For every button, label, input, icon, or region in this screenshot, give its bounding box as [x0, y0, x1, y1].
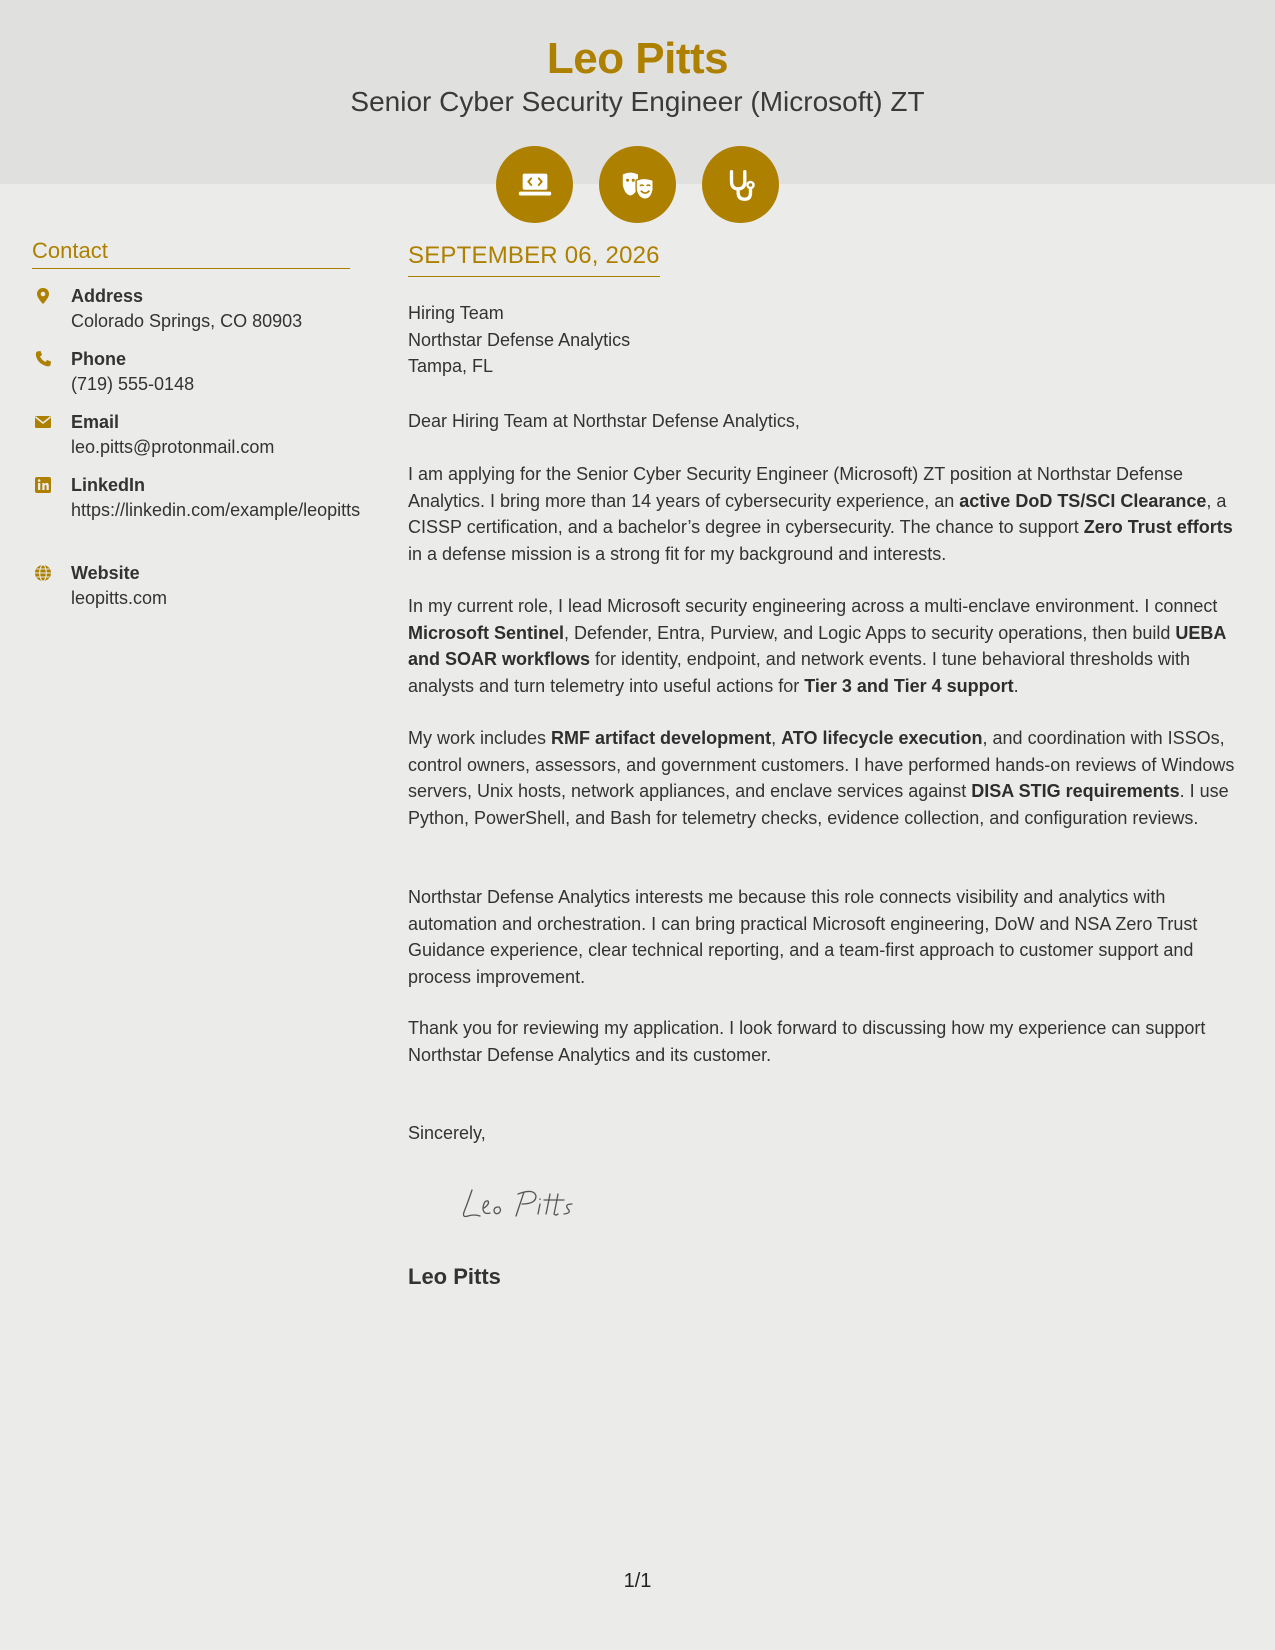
letter-date: SEPTEMBER 06, 2026 — [408, 242, 660, 277]
contact-website[interactable] — [32, 561, 362, 611]
laptop-code-icon — [496, 146, 573, 223]
paragraph-thanks: Thank you for reviewing my application. I look forward to discussing how my experience can support Northstar Defense Analytics and its customer. — [408, 1018, 1206, 1065]
contact-label: Website — [71, 563, 140, 583]
contact-label: Email — [71, 412, 120, 432]
contact-label: Phone — [71, 349, 127, 369]
globe-icon — [34, 564, 52, 582]
map-pin-icon — [34, 287, 52, 305]
contact-label: LinkedIn — [71, 475, 146, 495]
contact-label: Address — [71, 286, 144, 306]
contact-linkedin[interactable] — [32, 473, 362, 549]
contact-address — [32, 284, 362, 334]
linkedin-link[interactable]: https://linkedin.com/example/leopitts — [71, 500, 361, 520]
website-link[interactable]: leopitts.com — [71, 588, 168, 608]
stethoscope-icon — [702, 146, 779, 223]
recipient-line: Hiring Team — [408, 303, 504, 323]
candidate-name: Leo Pitts — [546, 34, 729, 83]
candidate-title: Senior Cyber Security Engineer (Microsoft) ZT — [350, 86, 925, 117]
paragraph-intro: I am applying for the Senior Cyber Security Engineer (Microsoft) ZT position at Northstar Defense Analytics. I bring more than 14 years of cybersecurity experience, an active DoD TS/SCI Clearance, a CISSP certification, and a bachelor’s degree in cybersecurity. The chance to support Zero Trust efforts in a defense mission is a strong fit for my background and interests. — [408, 464, 1233, 564]
contact-email[interactable] — [32, 410, 362, 460]
recipient-line: Tampa, FL — [408, 356, 494, 376]
recipient-line: Northstar Defense Analytics — [408, 329, 631, 350]
linkedin-icon — [34, 476, 52, 494]
theater-masks-icon — [599, 146, 676, 223]
signature — [458, 1180, 628, 1228]
paragraph-experience: My work includes RMF artifact development, ATO lifecycle execution, and coordination with ISSOs, control owners, assessors, and government customers. I have performed hands-on reviews of Windows servers, Unix hosts, network appliances, and enclave services against DISA STIG requirements. I use Python, PowerShell, and Bash for telemetry checks, evidence collection, and configuration reviews. — [408, 728, 1235, 828]
paragraph-interest: Northstar Defense Analytics interests me because this role connects visibility and analytics with automation and orchestration. I can bring practical Microsoft engineering, DoW and NSA Zero Trust Guidance experience, clear technical reporting, and a team-first approach to customer support and process improvement. — [408, 887, 1198, 987]
email-link[interactable]: leo.pitts@protonmail.com — [71, 437, 275, 457]
page-number: 1/1 — [623, 1570, 652, 1592]
contact-phone — [32, 347, 362, 397]
recipient-block — [408, 300, 1248, 380]
contact-value: Colorado Springs, CO 80903 — [71, 311, 303, 331]
phone-icon — [34, 350, 52, 368]
paragraph-current-role: In my current role, I lead Microsoft security engineering across a multi-enclave environment. I connect Microsoft Sentinel, Defender, Entra, Purview, and Logic Apps to security operations, then build UEBA and SOAR workflows for identity, endpoint, and network events. I tune behavioral thresholds with analysts and turn telemetry into useful actions for Tier 3 and Tier 4 support. — [408, 596, 1226, 696]
contact-heading: Contact — [32, 238, 350, 269]
envelope-icon — [34, 413, 52, 431]
closing: Sincerely, — [408, 1123, 486, 1143]
salutation: Dear Hiring Team at Northstar Defense Analytics, — [408, 411, 800, 431]
contact-value: (719) 555-0148 — [71, 374, 195, 394]
interest-badges — [496, 146, 780, 223]
signer-name: Leo Pitts — [408, 1264, 501, 1289]
